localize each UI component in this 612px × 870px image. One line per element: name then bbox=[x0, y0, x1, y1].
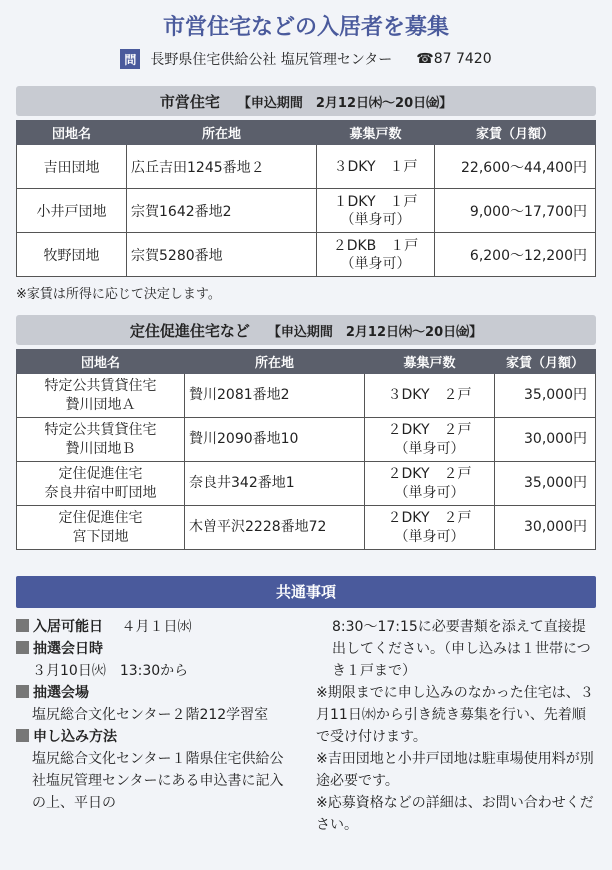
column-header: 募集戸数 bbox=[365, 350, 495, 374]
lottery-label: 抽選会日時 bbox=[16, 638, 296, 660]
unit-count: ２DKY ２戸 （単身可） bbox=[365, 418, 495, 462]
contact-organization: 長野県住宅供給公社 塩尻管理センター bbox=[150, 52, 393, 68]
column-header: 家賃（月額） bbox=[495, 350, 596, 374]
note-unfilled: ※期限までに申し込みのなかった住宅は、３月11日㈬から引き続き募集を行い、先着順で受け付けます。 bbox=[316, 685, 594, 745]
common-left-column bbox=[16, 616, 296, 836]
note-inquiry: ※応募資格などの詳細は、お問い合わせください。 bbox=[316, 795, 594, 833]
address: 木曽平沢2228番地72 bbox=[185, 506, 365, 550]
table-header-row bbox=[17, 121, 596, 145]
complex-name: 吉田団地 bbox=[17, 145, 127, 189]
address: 宗賀5280番地 bbox=[127, 233, 317, 277]
section-municipal-period: 【申込期間 2月12日㈭〜20日㈮】 bbox=[237, 95, 453, 111]
address: 奈良井342番地1 bbox=[185, 462, 365, 506]
municipal-housing-table bbox=[16, 120, 596, 277]
column-header: 募集戸数 bbox=[317, 121, 435, 145]
unit-count: ２DKY ２戸 （単身可） bbox=[365, 462, 495, 506]
apply-text-continued: 8:30〜17:15に必要書類を添えて直接提出してください。（申し込みは１世帯につき１戸まで） bbox=[332, 619, 591, 679]
column-header: 団地名 bbox=[17, 121, 127, 145]
table-row bbox=[17, 374, 596, 418]
move-in-date bbox=[16, 616, 296, 638]
section-municipal-title: 市営住宅 bbox=[159, 92, 220, 111]
contact-line bbox=[16, 44, 596, 74]
apply-text: 塩尻総合文化センター１階県住宅供給公社塩尻管理センターにある申込書に記入の上、平日の bbox=[32, 751, 284, 811]
table-row bbox=[17, 418, 596, 462]
complex-name: 特定公共賃貸住宅 贄川団地Ｂ bbox=[17, 418, 185, 462]
unit-count: ３DKY ２戸 bbox=[365, 374, 495, 418]
address: 贄川2081番地2 bbox=[185, 374, 365, 418]
complex-name: 特定公共賃貸住宅 贄川団地Ａ bbox=[17, 374, 185, 418]
move-in-label: 入居可能日 bbox=[16, 619, 103, 635]
section-settlement-title: 定住促進住宅など bbox=[129, 321, 250, 340]
table-row bbox=[17, 506, 596, 550]
complex-name: 定住促進住宅 奈良井宿中町団地 bbox=[17, 462, 185, 506]
column-header: 団地名 bbox=[17, 350, 185, 374]
rent: 35,000円 bbox=[495, 374, 596, 418]
lottery-value: ３月10日㈫ 13:30から bbox=[32, 663, 189, 679]
table-row bbox=[17, 189, 596, 233]
note-parking: ※吉田団地と小井戸団地は駐車場使用料が別途必要です。 bbox=[316, 751, 594, 789]
section-municipal-header bbox=[16, 86, 596, 116]
unit-count: ２DKY ２戸 （単身可） bbox=[365, 506, 495, 550]
apply-label: 申し込み方法 bbox=[16, 726, 296, 748]
rent: 30,000円 bbox=[495, 506, 596, 550]
address: 贄川2090番地10 bbox=[185, 418, 365, 462]
venue-value: 塩尻総合文化センター２階212学習室 bbox=[32, 707, 269, 723]
rent: 9,000〜17,700円 bbox=[435, 189, 596, 233]
unit-count: １DKY １戸 （単身可） bbox=[317, 189, 435, 233]
address: 広丘吉田1245番地２ bbox=[127, 145, 317, 189]
table-row bbox=[17, 233, 596, 277]
unit-count: ２DKB １戸 （単身可） bbox=[317, 233, 435, 277]
column-header: 所在地 bbox=[127, 121, 317, 145]
common-items-header: 共通事項 bbox=[16, 576, 596, 608]
rent: 6,200〜12,200円 bbox=[435, 233, 596, 277]
complex-name: 牧野団地 bbox=[17, 233, 127, 277]
page-title: 市営住宅などの入居者を募集 bbox=[162, 15, 449, 40]
address: 宗賀1642番地2 bbox=[127, 189, 317, 233]
complex-name: 定住促進住宅 宮下団地 bbox=[17, 506, 185, 550]
complex-name: 小井戸団地 bbox=[17, 189, 127, 233]
unit-count: ３DKY １戸 bbox=[317, 145, 435, 189]
phone-number: ☎87 7420 bbox=[416, 51, 492, 67]
inquiry-badge: 問 bbox=[120, 49, 140, 69]
table-row bbox=[17, 145, 596, 189]
common-right-column bbox=[316, 616, 596, 836]
move-in-value: ４月１日㈬ bbox=[121, 619, 192, 635]
settlement-housing-table bbox=[16, 349, 596, 550]
table-row bbox=[17, 462, 596, 506]
section-settlement-period: 【申込期間 2月12日㈭〜20日㈮】 bbox=[267, 324, 483, 340]
column-header: 家賃（月額） bbox=[435, 121, 596, 145]
rent: 30,000円 bbox=[495, 418, 596, 462]
venue-label: 抽選会場 bbox=[16, 682, 296, 704]
rent: 35,000円 bbox=[495, 462, 596, 506]
rent: 22,600〜44,400円 bbox=[435, 145, 596, 189]
section-settlement-header bbox=[16, 315, 596, 345]
table-header-row bbox=[17, 350, 596, 374]
rent-note: ※家賃は所得に応じて決定します。 bbox=[16, 287, 221, 302]
column-header: 所在地 bbox=[185, 350, 365, 374]
common-items-body bbox=[16, 616, 596, 836]
